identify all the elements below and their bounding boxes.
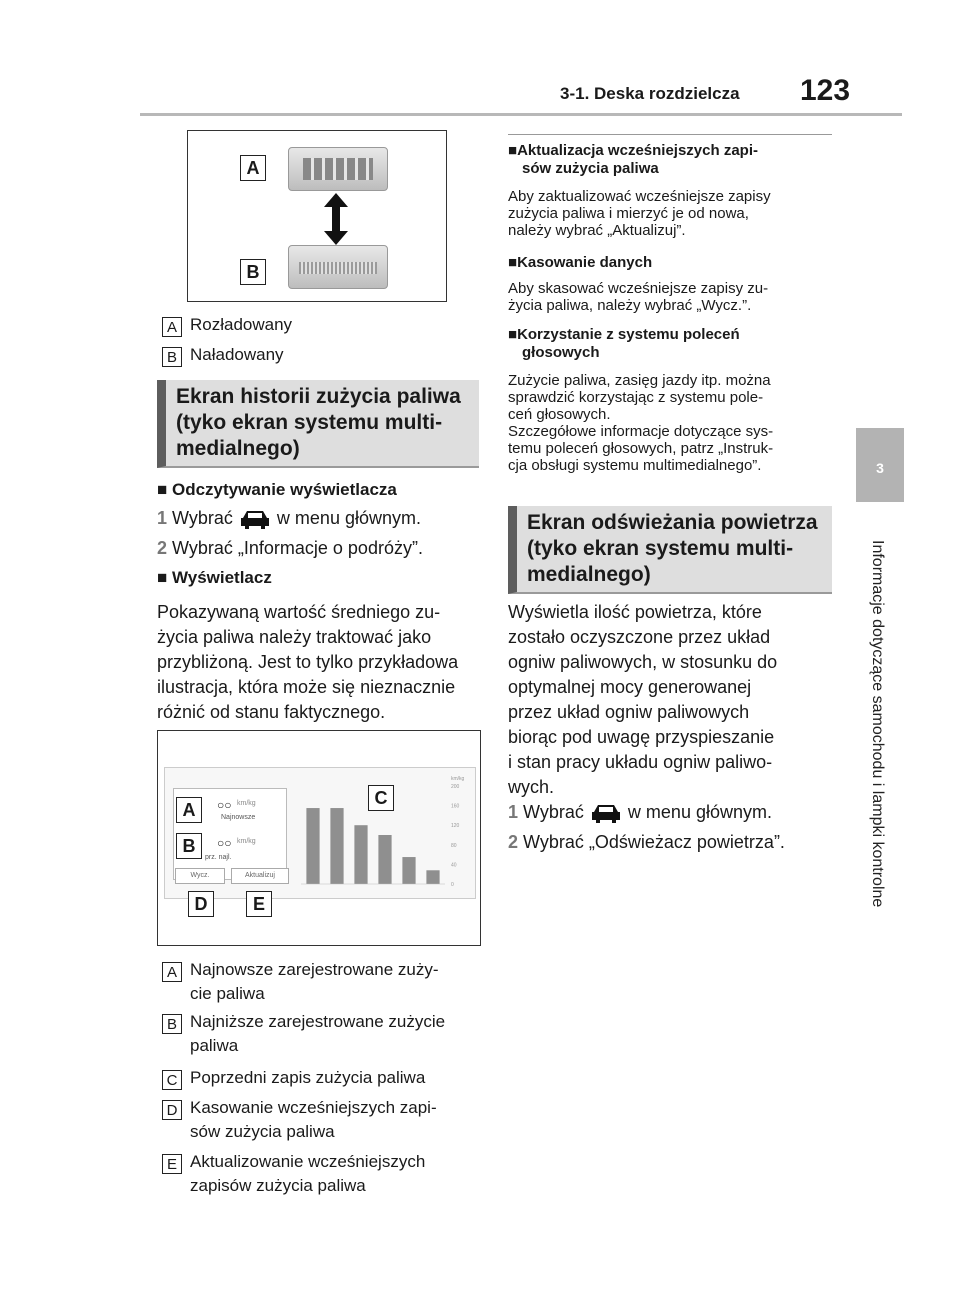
chart-bar [330,808,343,884]
legend-text-c: Poprzedni zapis zużycia paliwa [190,1068,426,1087]
legend-key-b: B [162,1014,182,1034]
y-tick-label: 40 [451,862,457,869]
y-tick-label: 160 [451,803,460,810]
delete-paragraph: Aby skasować wcześniejsze zapisy zu- życia paliwa, należy wybrać „Wycz.”. [508,280,769,314]
car-icon [238,508,272,530]
section-title: 3-1. Deska rozdzielcza [560,84,740,103]
y-tick-label: 80 [451,842,457,849]
bullet-square-icon: ■ [157,568,172,587]
subheading-voice: ■Korzystanie z systemu poleceń głosowych [508,326,740,361]
legend-text-b: Naładowany [190,345,284,364]
subheading-reading: ■ Odczytywanie wyświetlacza [157,480,397,499]
battery-figure [187,130,447,302]
legend-key-a: A [162,962,182,982]
subheading-update: ■Aktualizacja wcześniejszych zapi- sów zużycia paliwa [508,142,758,177]
recent-unit: km/kg [237,800,256,807]
legend-key-c: C [162,1070,182,1090]
double-arrow-icon [324,193,348,245]
car-icon [589,802,623,824]
heading-line-3: medialnego) [176,437,300,460]
bullet-square-icon: ■ [508,326,518,343]
subheading-delete: ■Kasowanie danych [508,254,653,271]
step-2: 2 Wybrać „Informacje o podróży”. [157,538,423,558]
legend-text-d: Kasowanie wcześniejszych zapi- sów zużycia paliwa [190,1098,437,1141]
section-heading-fuel-history [157,380,479,468]
recent-value-icon: ○○ [217,798,232,812]
legend-text-e: Aktualizowanie wcześniejszych zapisów zużycia paliwa [190,1152,426,1195]
legend-key-d: D [162,1100,182,1120]
label-b: B [240,259,266,285]
update-paragraph: Aby zaktualizować wcześniejsze zapisy zużycia paliwa i mierzyć je od nowa, należy wybrać „Aktualizuj”. [508,188,771,239]
legend-key-e: E [162,1154,182,1174]
y-tick-label: 200 [451,784,460,790]
header-rule [140,113,902,116]
y-axis-unit: km/kg [451,776,465,782]
best-caption: prz. najl. [205,854,232,861]
step-1: 1 Wybrać w menu głównym. [157,506,421,531]
heading-line-2: (tyko ekran systemu multi- [176,411,443,434]
fuel-history-figure [157,730,481,946]
bullet-square-icon: ■ [508,142,518,159]
label-a: A [176,797,202,823]
label-d: D [188,891,214,917]
voice-paragraph: Zużycie paliwa, zasięg jazdy itp. można sprawdzić korzystając z systemu pole- ceń głosowych. Szczegółowe informacje dotyczące sys- temu poleceń głosowych, patrz „Instruk- cja obsługi systemu multimedialnego”. [508,372,774,474]
chapter-title: Informacje dotyczące samochodu i lampki kontrolne [869,540,886,908]
legend-text-b: Najniższe zarejestrowane zużycie paliwa [190,1012,446,1055]
label-b: B [176,833,202,859]
section-heading-air-refresh: Ekran odświeżania powietrza (tyko ekran systemu multi- medialnego) [508,506,832,594]
legend-text-a: Rozładowany [190,315,293,334]
best-value-icon: ○○ [217,836,232,850]
label-c: C [368,785,394,811]
legend-key-a: A [162,317,182,337]
chart-bar [402,857,415,884]
clear-button[interactable]: Wycz. [175,868,225,884]
page-number: 123 [800,74,851,107]
air-step-2: 2 Wybrać „Odświeżacz powietrza”. [508,832,785,852]
battery-full-image [288,245,388,289]
chart-bar [306,808,319,884]
chart-bar [378,835,391,884]
best-unit: km/kg [237,838,256,845]
bullet-square-icon: ■ [508,254,518,271]
bullet-square-icon: ■ [157,480,172,499]
battery-empty-image [288,147,388,191]
legend-text-a: Najnowsze zarejestrowane zuży- cie paliwa [190,960,439,1003]
y-tick-label: 0 [451,882,454,888]
air-refresh-paragraph: Wyświetla ilość powietrza, które zostało oczyszczone przez układ ogniw paliwowych, w stosunku do optymalnej mocy generowanej przez układ ogniw paliwowych biorąc pod uwagę przyspieszanie i stan pracy układu ogniw paliwo- wych. [508,602,778,797]
update-button[interactable]: Aktualizuj [231,868,289,884]
heading-line-1: Ekran historii zużycia paliwa [176,385,461,408]
label-e: E [246,891,272,917]
label-a: A [240,155,266,181]
screen-panel [164,767,476,899]
display-paragraph: Pokazywaną wartość średniego zu- życia paliwa należy traktować jako przybliżoną. Jest to tylko przykładowa ilustracja, która może się nieznacznie różnić od stanu faktycznego. [157,602,459,722]
legend-key-b: B [162,347,182,367]
recent-caption: Najnowsze [221,814,256,821]
y-tick-label: 120 [451,823,460,830]
chart-bar [354,825,367,884]
chapter-number: 3 [876,460,884,476]
right-top-rule [508,134,832,135]
subheading-display: ■ Wyświetlacz [157,568,272,587]
chart-bar [426,870,439,884]
air-step-1: 1 Wybrać w menu głównym. [508,800,772,825]
